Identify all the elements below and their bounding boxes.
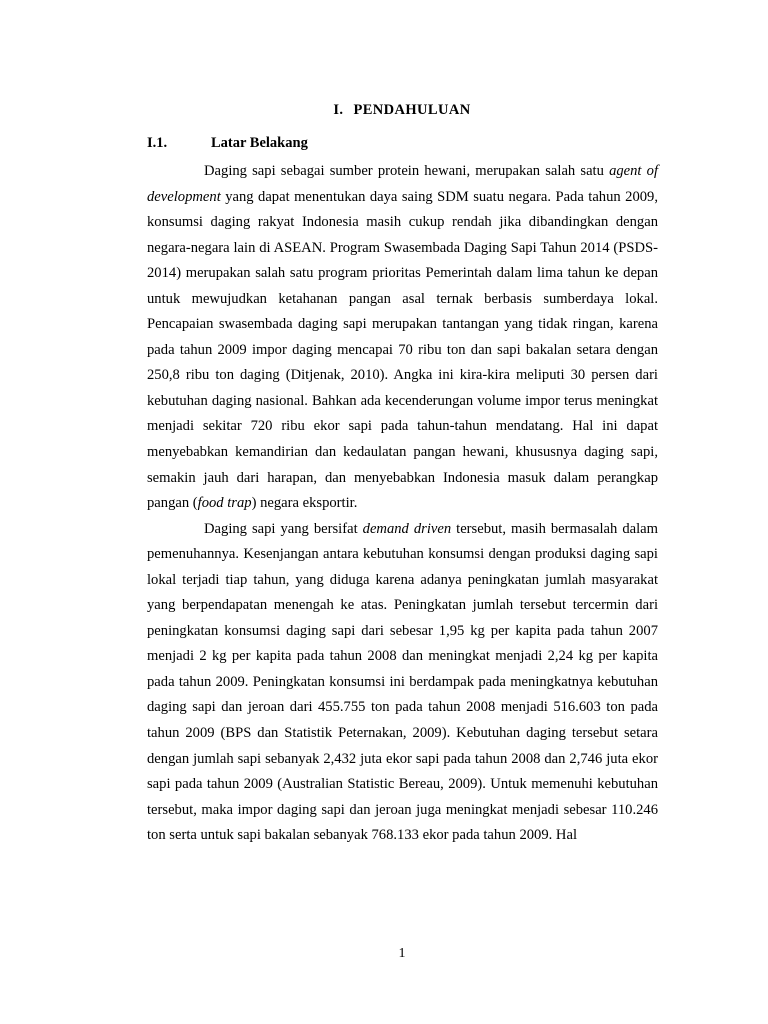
chapter-title	[147, 102, 657, 119]
paragraph	[147, 159, 658, 517]
paragraph-segment-italic: food trap	[197, 495, 252, 512]
paragraph	[147, 517, 658, 849]
paragraph-segment: Daging sapi yang bersifat	[204, 520, 363, 537]
paragraph-segment: yang dapat menentukan daya saing SDM suatu negara. Pada tahun 2009, konsumsi daging rakyat Indonesia masih cukup rendah jika dibandingkan dengan negara-negara lain di ASEAN. Program Swasembada Daging Sapi Tahun 2014 (PSDS-2014) merupakan salah satu program prioritas Pemerintah dalam lima tahun ke depan untuk mewujudkan ketahanan pangan asal ternak berbasis sumberdaya lokal. Pencapaian swasembada daging sapi merupakan tantangan yang tidak ringan, karena pada tahun 2009 impor daging mencapai 70 ribu ton dan sapi bakalan setara dengan 250,8 ribu ton daging (Ditjenak, 2010). Angka ini kira-kira meliputi 30 persen dari kebutuhan daging nasional. Bahkan ada kecenderungan volume impor terus meningkat menjadi sekitar 720 ribu ekor sapi pada tahun-tahun mendatang. Hal ini dapat menyebabkan kemandirian dan kedaulatan pangan hewani, khususnya daging sapi, semakin jauh dari harapan, dan menyebabkan Indonesia masuk dalam perangkap pangan (	[147, 188, 658, 512]
paragraph-segment: tersebut, masih bermasalah dalam pemenuhannya. Kesenjangan antara kebutuhan konsumsi dengan produksi daging sapi lokal terjadi tiap tahun, yang diduga karena adanya peningkatan jumlah masyarakat yang berpendapatan menengah ke atas. Peningkatan jumlah tersebut tercermin dari peningkatan konsumsi daging sapi dari sebesar 1,95 kg per kapita pada tahun 2007 menjadi 2 kg per kapita pada tahun 2008 dan meningkat menjadi 2,24 kg per kapita pada tahun 2009. Peningkatan konsumsi ini berdampak pada meningkatnya kebutuhan daging sapi dan jeroan dari 455.755 ton pada tahun 2008 menjadi 516.603 ton pada tahun 2009 (BPS dan Statistik Peternakan, 2009). Kebutuhan daging tersebut setara dengan jumlah sapi sebanyak 2,432 juta ekor sapi pada tahun 2008 dan 2,746 juta ekor sapi pada tahun 2009 (Australian Statistic Bereau, 2009). Untuk memenuhi kebutuhan tersebut, maka impor daging sapi dan jeroan juga meningkat menjadi sebesar 110.246 ton serta untuk sapi bakalan sebanyak 768.133 ekor pada tahun 2009. Hal	[147, 520, 658, 844]
paragraph-segment: ) negara eksportir.	[251, 495, 358, 512]
paragraph-segment: Daging sapi sebagai sumber protein hewani, merupakan salah satu	[204, 163, 610, 179]
body-text	[147, 159, 658, 849]
paragraph-segment-italic: demand driven	[362, 520, 452, 537]
section-heading	[147, 135, 308, 152]
section-title: Latar Belakang	[211, 135, 308, 151]
page-number: 1	[398, 946, 406, 961]
chapter-number: I.	[333, 102, 344, 118]
section-number: I.1.	[147, 135, 168, 151]
chapter-title-text: PENDAHULUAN	[353, 102, 471, 118]
paragraph-segment-italic: agent of development	[147, 163, 658, 205]
